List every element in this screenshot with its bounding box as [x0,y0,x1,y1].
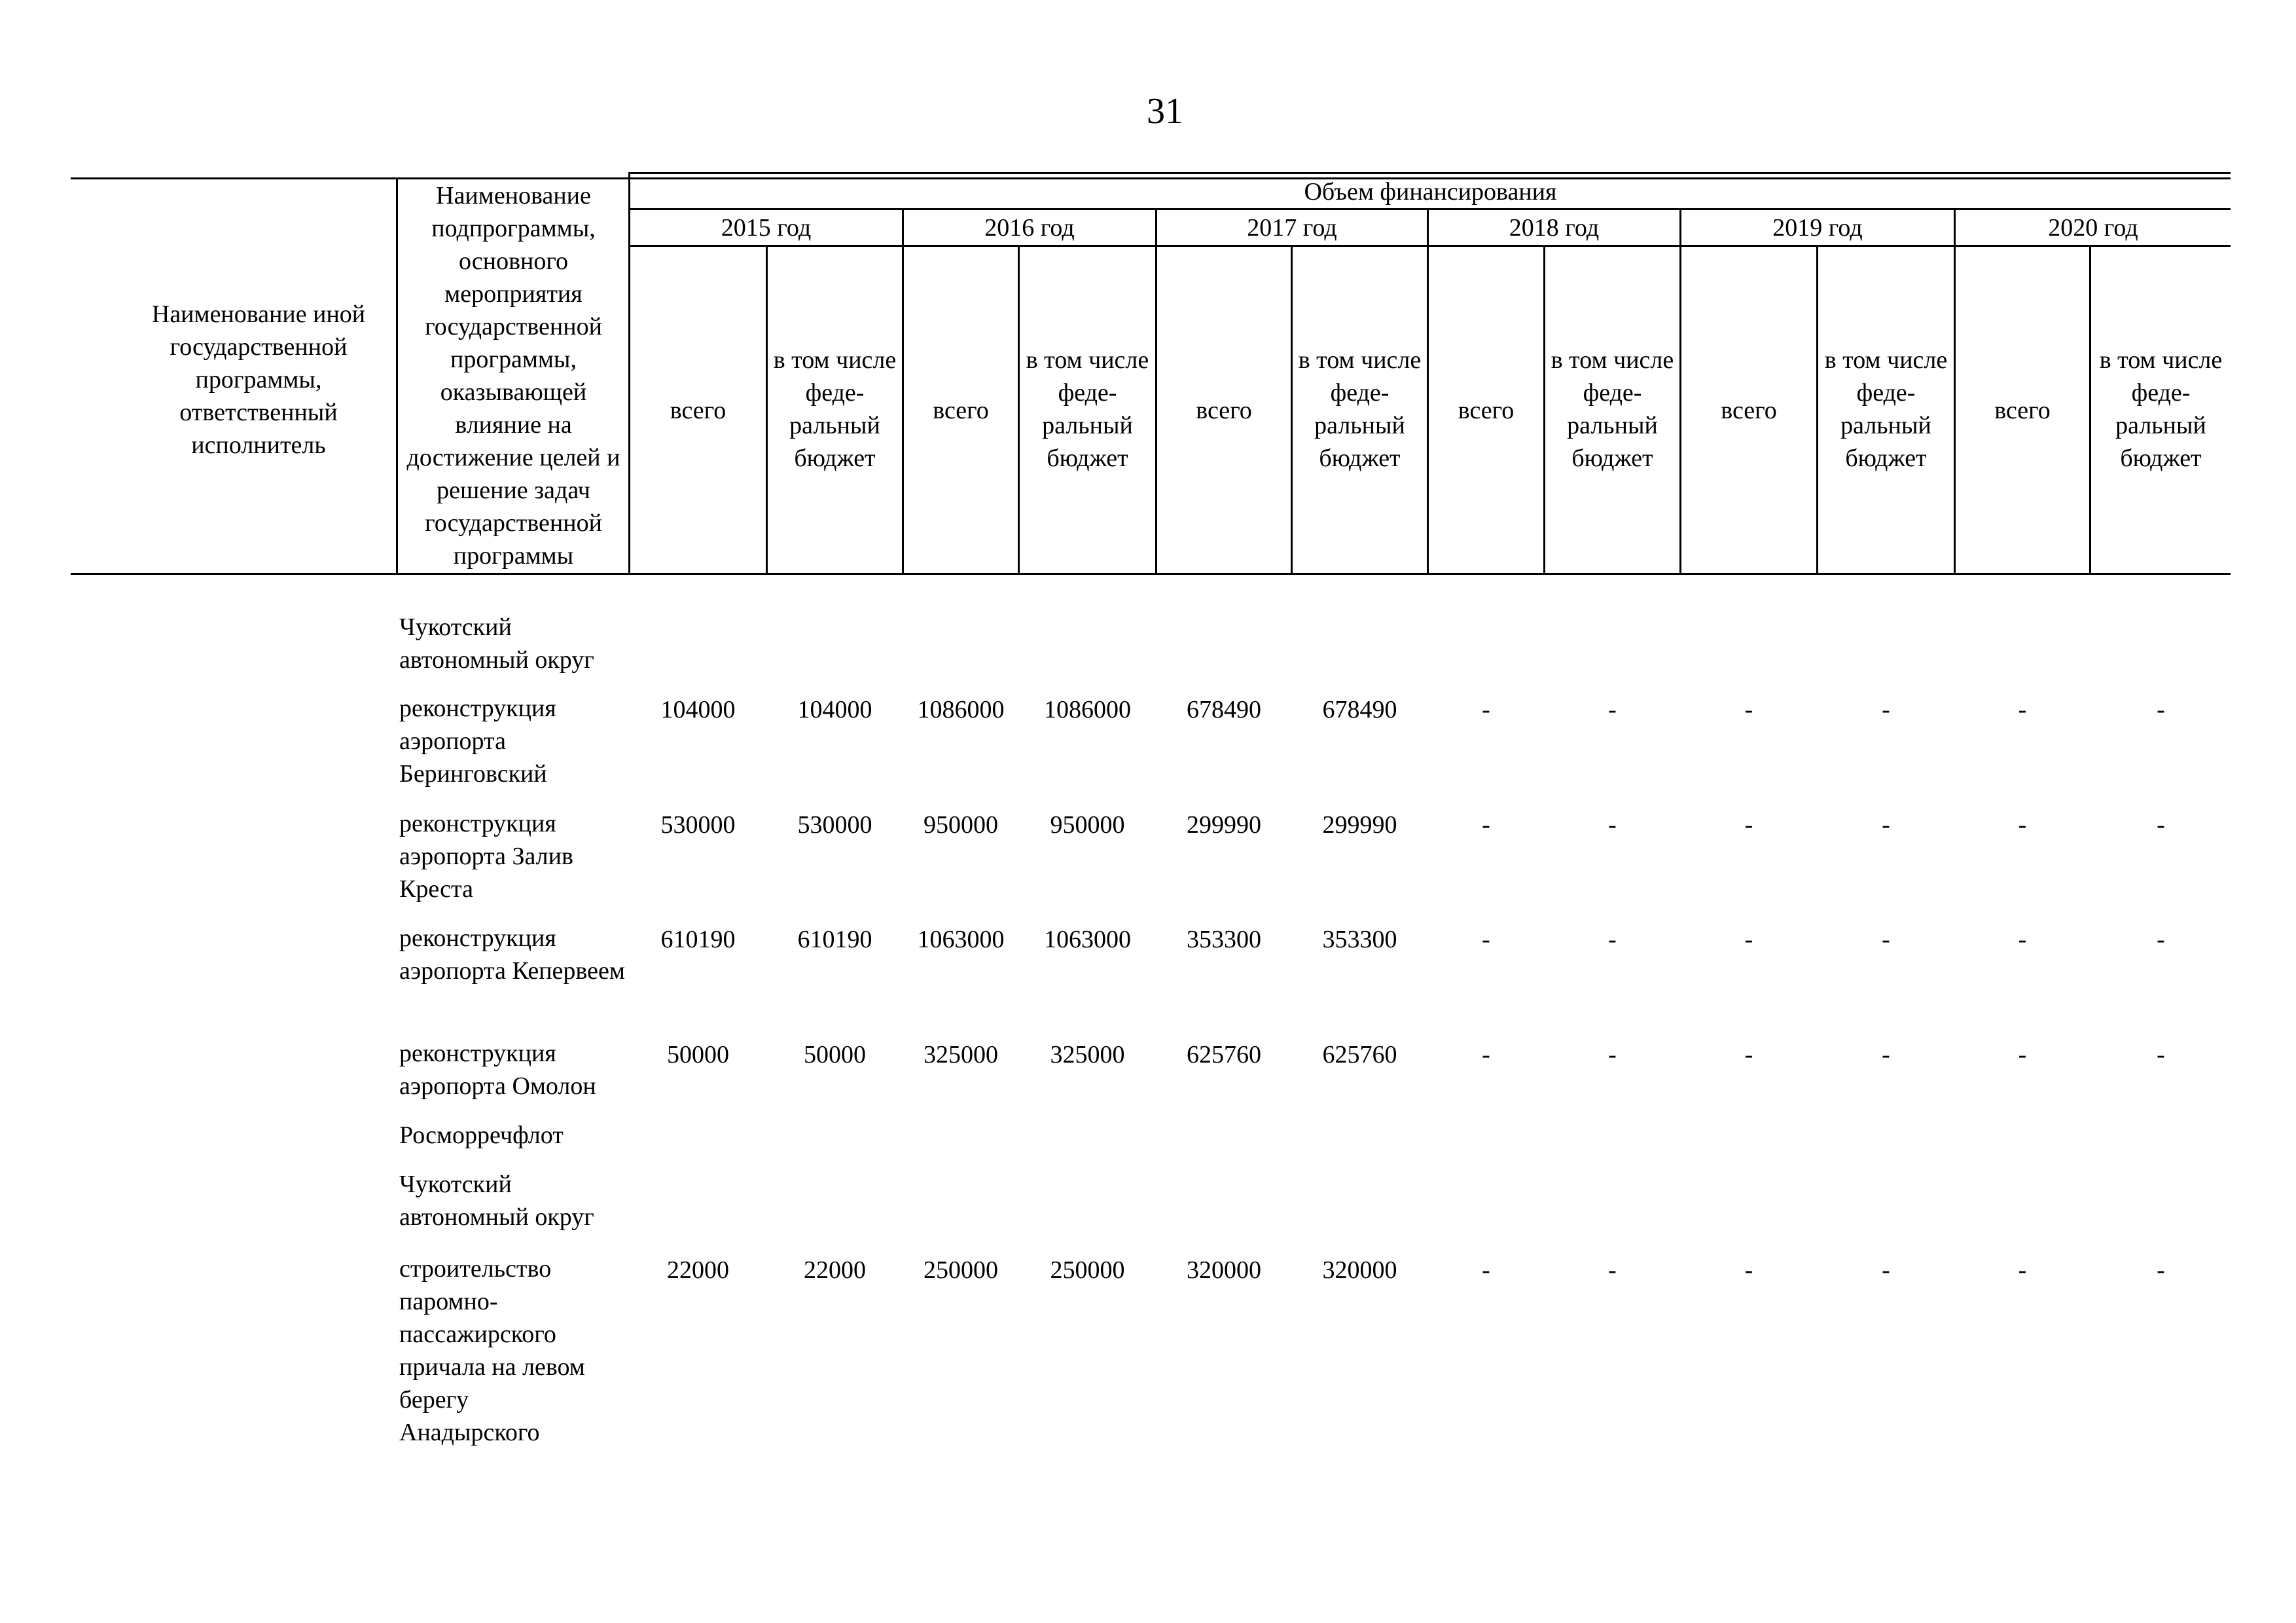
table-cell: 1086000 [917,696,1005,723]
header-federal: в том числе феде- ральный бюджет [1026,346,1149,472]
table-cell: - [1744,1256,1753,1284]
header-federal: в том числе феде- ральный бюджет [1298,346,1422,472]
table-cell: - [1482,1041,1490,1068]
header-federal: в том числе феде- ральный бюджет [2099,346,2223,472]
table-cell: - [2018,1256,2027,1284]
header-total: всего [1721,396,1777,424]
table-cell: - [1608,926,1617,953]
table-cell: 250000 [924,1256,998,1284]
table-cell: - [1744,1041,1753,1068]
table-cell: - [2018,1041,2027,1068]
table-cell: 353300 [1322,926,1397,953]
table-cell: - [1482,696,1490,723]
table-cell: 530000 [797,811,872,839]
table-cell: - [1744,926,1753,953]
header-total: всего [1196,396,1252,424]
table-cell: 625760 [1187,1041,1261,1068]
table-cell: 250000 [1050,1256,1125,1284]
table-cell: 320000 [1187,1256,1261,1284]
table-cell: 950000 [1050,811,1125,839]
header-year: 2018 год [1509,214,1600,242]
table-cell: - [1482,926,1490,953]
table-cell: 610190 [797,926,872,953]
header-funding: Объем финансирования [1304,178,1557,206]
table-cell: - [2157,926,2165,953]
table-cell: - [1882,696,1890,723]
table-cell: 104000 [660,696,736,723]
table-cell: - [2018,811,2027,839]
header-federal: в том числе феде- ральный бюджет [1824,346,1948,472]
table-cell: 678490 [1322,696,1397,723]
table-cell: - [1608,696,1617,723]
table-cell: - [1882,811,1890,839]
table-cell: 1063000 [1044,926,1131,953]
header-federal: в том числе феде- ральный бюджет [773,346,897,472]
table-cell: - [2157,1256,2165,1284]
header-year: 2019 год [1772,214,1863,242]
row-label: реконструкция аэропорта Беринговский [399,695,556,788]
table-cell: 50000 [804,1041,866,1068]
table-cell: - [2157,811,2165,839]
table-cell: 353300 [1187,926,1261,953]
table-cell: 610190 [660,926,736,953]
table-cell: - [1482,811,1490,839]
table-cell: - [2157,1041,2165,1068]
table-cell: 325000 [1050,1041,1125,1068]
table-cell: - [1744,696,1753,723]
row-label: реконструкция аэропорта Кепервеем [399,924,625,985]
table-cell: 104000 [797,696,872,723]
table-cell: - [2018,926,2027,953]
row-label: реконструкция аэропорта Залив Креста [399,810,573,903]
table-cell: - [1882,1041,1890,1068]
row-label: реконструкция аэропорта Омолон [399,1040,596,1100]
row-label: Чукотский автономный округ [399,613,594,674]
header-federal: в том числе феде- ральный бюджет [1551,346,1674,472]
table-cell: 530000 [660,811,736,839]
header-year: 2016 год [984,214,1075,242]
table-cell: - [1482,1256,1490,1284]
table-cell: - [1608,811,1617,839]
table-cell: 678490 [1187,696,1261,723]
header-total: всего [1458,396,1515,424]
table-cell: - [1744,811,1753,839]
row-label: Росморречфлот [399,1122,564,1149]
header-subprogram: Наименование подпрограммы, основного мероприятия государственной программы, оказывающей влияние на достижение целей и решение задач государственной программы [406,182,620,570]
table-cell: 299990 [1187,811,1261,839]
table-cell: - [1608,1041,1617,1068]
table-cell: 1086000 [1044,696,1131,723]
table-cell: 22000 [667,1256,729,1284]
table-cell: - [1882,926,1890,953]
header-year: 2017 год [1247,214,1337,242]
table-cell: 22000 [804,1256,866,1284]
page-number: 31 [1147,91,1183,132]
header-total: всего [670,396,726,424]
table-cell: 625760 [1322,1041,1397,1068]
table-cell: - [2157,696,2165,723]
table-cell: 50000 [667,1041,729,1068]
table-cell: - [2018,696,2027,723]
table-cell: 950000 [924,811,998,839]
table-cell: 1063000 [917,926,1005,953]
header-total: всего [1994,396,2051,424]
table-cell: - [1882,1256,1890,1284]
header-total: всего [933,396,989,424]
header-year: 2020 год [2048,214,2138,242]
header-year: 2015 год [721,214,812,242]
table-cell: 299990 [1322,811,1397,839]
header-executor: Наименование иной государственной программы, ответственный исполнитель [151,301,366,459]
row-label: строительство паромно- пассажирского причала на левом берегу Анадырского [399,1255,585,1446]
row-label: Чукотский автономный округ [399,1171,594,1231]
table-cell: 320000 [1322,1256,1397,1284]
table-cell: - [1608,1256,1617,1284]
table-cell: 325000 [924,1041,998,1068]
